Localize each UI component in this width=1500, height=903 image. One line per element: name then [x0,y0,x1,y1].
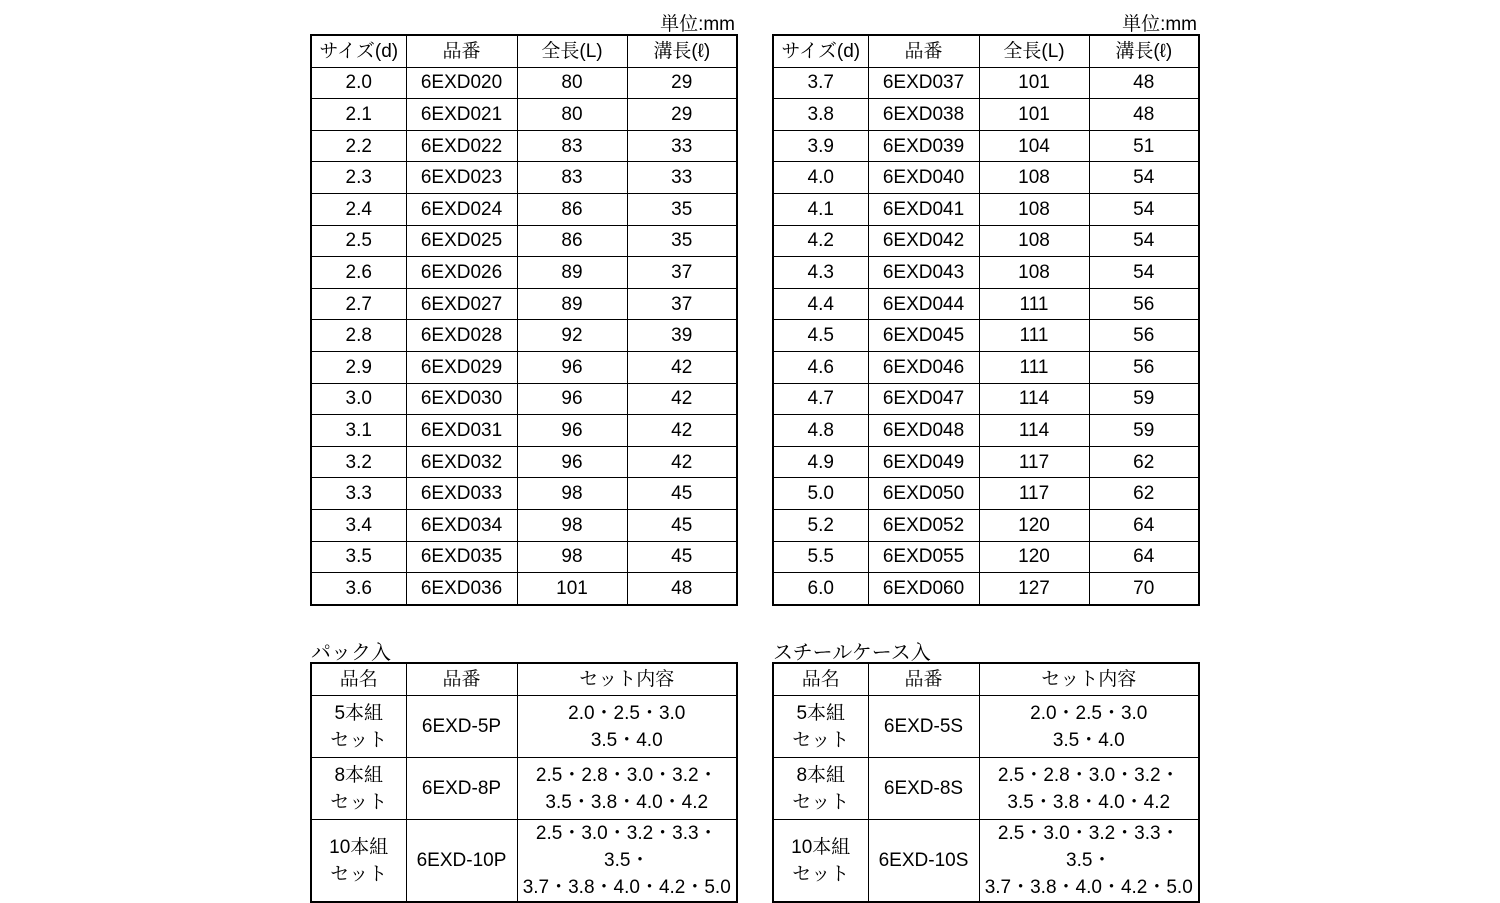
size-cell: 4.1 [773,193,868,225]
part-number-cell: 6EXD050 [868,478,979,510]
part-number-cell: 6EXD038 [868,99,979,131]
pack-caption: パック入 [311,642,391,664]
total-length-cell: 83 [517,130,627,162]
table-row [773,541,1199,573]
flute-length-cell: 45 [627,541,737,573]
part-number-cell: 6EXD021 [406,99,517,131]
flute-length-cell: 48 [1089,99,1199,131]
table-row [311,820,737,903]
table-row [773,758,1199,820]
table-row [773,67,1199,99]
set-contents-cell [979,820,1199,903]
steel-set-table-block [772,662,1200,903]
product-name-line: セット [792,791,850,813]
table-row [311,383,737,415]
size-cell: 4.6 [773,351,868,383]
header-part-number: 品番 [406,35,517,67]
set-header-row [311,663,737,696]
flute-length-cell: 56 [1089,320,1199,352]
part-number-cell: 6EXD-5S [868,696,979,758]
total-length-cell: 120 [979,541,1089,573]
total-length-cell: 89 [517,288,627,320]
part-number-cell: 6EXD042 [868,225,979,257]
product-name-line: 8本組 [796,764,846,786]
part-number-cell: 6EXD049 [868,446,979,478]
product-name-line: セット [330,791,388,813]
size-cell: 3.7 [773,67,868,99]
part-number-cell: 6EXD032 [406,446,517,478]
part-number-cell: 6EXD025 [406,225,517,257]
table-row [773,320,1199,352]
set-contents-line: 3.7・3.8・4.0・4.2・5.0 [522,877,731,898]
size-cell: 4.0 [773,162,868,194]
set-contents-line: 3.5・3.8・4.0・4.2 [545,791,709,813]
flute-length-cell: 51 [1089,130,1199,162]
part-number-cell: 6EXD034 [406,509,517,541]
flute-length-cell: 29 [627,99,737,131]
table-row [311,193,737,225]
set-contents-cell [517,820,737,903]
size-cell: 2.3 [311,162,406,194]
size-cell: 6.0 [773,573,868,605]
flute-length-cell: 54 [1089,257,1199,289]
size-cell: 4.7 [773,383,868,415]
product-name-cell [311,820,406,903]
part-number-cell: 6EXD037 [868,67,979,99]
table-row [773,351,1199,383]
part-number-cell: 6EXD027 [406,288,517,320]
flute-length-cell: 64 [1089,541,1199,573]
spec-header-row [311,35,737,67]
part-number-cell: 6EXD048 [868,415,979,447]
product-name-line: 5本組 [796,702,846,724]
size-cell: 2.5 [311,225,406,257]
table-row [311,478,737,510]
header-part-number: 品番 [868,663,979,696]
part-number-cell: 6EXD029 [406,351,517,383]
table-row [311,541,737,573]
table-row [311,351,737,383]
product-name-line: 5本組 [334,702,384,724]
total-length-cell: 111 [979,351,1089,383]
total-length-cell: 80 [517,99,627,131]
table-row [773,257,1199,289]
part-number-cell: 6EXD044 [868,288,979,320]
table-row [773,288,1199,320]
part-number-cell: 6EXD031 [406,415,517,447]
total-length-cell: 108 [979,162,1089,194]
part-number-cell: 6EXD041 [868,193,979,225]
flute-length-cell: 29 [627,67,737,99]
flute-length-cell: 62 [1089,478,1199,510]
table-row [773,99,1199,131]
set-contents-cell [979,758,1199,820]
set-contents-line: 2.5・2.8・3.0・3.2・ [997,764,1180,786]
part-number-cell: 6EXD024 [406,193,517,225]
part-number-cell: 6EXD-8P [406,758,517,820]
spec-table-right-block [772,34,1200,606]
part-number-cell: 6EXD052 [868,509,979,541]
set-contents-line: 2.0・2.5・3.0 [1030,702,1148,724]
spec-table-right [772,34,1200,606]
part-number-cell: 6EXD043 [868,257,979,289]
part-number-cell: 6EXD039 [868,130,979,162]
size-cell: 4.5 [773,320,868,352]
part-number-cell: 6EXD022 [406,130,517,162]
set-contents-line: 2.5・2.8・3.0・3.2・ [535,764,718,786]
table-row [311,758,737,820]
size-cell: 2.4 [311,193,406,225]
table-row [311,130,737,162]
header-flute-length: 溝長(ℓ) [627,35,737,67]
set-contents-line: 2.5・3.0・3.2・3.3・3.5・ [535,823,718,871]
size-cell: 3.2 [311,446,406,478]
size-cell: 2.0 [311,67,406,99]
table-row [311,257,737,289]
flute-length-cell: 35 [627,193,737,225]
part-number-cell: 6EXD-8S [868,758,979,820]
total-length-cell: 111 [979,320,1089,352]
total-length-cell: 98 [517,541,627,573]
part-number-cell: 6EXD060 [868,573,979,605]
size-cell: 3.9 [773,130,868,162]
spec-header-row [773,35,1199,67]
size-cell: 2.6 [311,257,406,289]
part-number-cell: 6EXD035 [406,541,517,573]
table-row [311,162,737,194]
size-cell: 2.2 [311,130,406,162]
table-row [311,288,737,320]
total-length-cell: 127 [979,573,1089,605]
total-length-cell: 117 [979,478,1089,510]
table-row [773,478,1199,510]
size-cell: 5.5 [773,541,868,573]
part-number-cell: 6EXD-10S [868,820,979,903]
size-cell: 4.8 [773,415,868,447]
unit-label-right: 単位:mm [1122,14,1197,35]
total-length-cell: 98 [517,478,627,510]
product-name-cell [311,696,406,758]
table-row [773,130,1199,162]
size-cell: 3.4 [311,509,406,541]
total-length-cell: 96 [517,446,627,478]
flute-length-cell: 59 [1089,383,1199,415]
flute-length-cell: 45 [627,478,737,510]
product-name-cell [311,758,406,820]
header-size: サイズ(d) [311,35,406,67]
product-name-cell [773,696,868,758]
total-length-cell: 92 [517,320,627,352]
size-cell: 4.9 [773,446,868,478]
table-row [773,193,1199,225]
set-contents-line: 2.5・3.0・3.2・3.3・3.5・ [997,823,1180,871]
flute-length-cell: 37 [627,288,737,320]
flute-length-cell: 70 [1089,573,1199,605]
product-name-line: セット [330,729,388,751]
part-number-cell: 6EXD020 [406,67,517,99]
part-number-cell: 6EXD036 [406,573,517,605]
size-cell: 2.8 [311,320,406,352]
part-number-cell: 6EXD023 [406,162,517,194]
total-length-cell: 98 [517,509,627,541]
product-name-line: 10本組 [329,836,389,858]
header-total-length: 全長(L) [979,35,1089,67]
part-number-cell: 6EXD033 [406,478,517,510]
flute-length-cell: 33 [627,162,737,194]
flute-length-cell: 48 [627,573,737,605]
total-length-cell: 101 [979,67,1089,99]
part-number-cell: 6EXD-5P [406,696,517,758]
table-row [311,509,737,541]
total-length-cell: 104 [979,130,1089,162]
product-name-cell [773,758,868,820]
product-name-line: セット [792,729,850,751]
table-row [773,446,1199,478]
part-number-cell: 6EXD-10P [406,820,517,903]
table-row [311,415,737,447]
header-set-contents: セット内容 [517,663,737,696]
total-length-cell: 86 [517,225,627,257]
table-row [311,99,737,131]
flute-length-cell: 48 [1089,67,1199,99]
size-cell: 2.9 [311,351,406,383]
flute-length-cell: 45 [627,509,737,541]
product-name-line: セット [330,863,388,885]
flute-length-cell: 62 [1089,446,1199,478]
flute-length-cell: 56 [1089,288,1199,320]
spec-table-left-block [310,34,738,606]
table-row [311,225,737,257]
table-row [773,696,1199,758]
table-row [773,573,1199,605]
flute-length-cell: 54 [1089,162,1199,194]
size-cell: 3.3 [311,478,406,510]
size-cell: 3.5 [311,541,406,573]
flute-length-cell: 54 [1089,225,1199,257]
part-number-cell: 6EXD047 [868,383,979,415]
size-cell: 4.4 [773,288,868,320]
set-contents-line: 3.5・4.0 [590,729,663,751]
total-length-cell: 114 [979,415,1089,447]
size-cell: 3.8 [773,99,868,131]
part-number-cell: 6EXD055 [868,541,979,573]
size-cell: 2.7 [311,288,406,320]
flute-length-cell: 42 [627,415,737,447]
header-part-number: 品番 [868,35,979,67]
total-length-cell: 101 [979,99,1089,131]
flute-length-cell: 33 [627,130,737,162]
table-row [311,696,737,758]
steel-case-caption: スチールケース入 [773,642,931,664]
total-length-cell: 120 [979,509,1089,541]
part-number-cell: 6EXD028 [406,320,517,352]
set-contents-cell [517,696,737,758]
total-length-cell: 89 [517,257,627,289]
table-row [311,320,737,352]
steel-set-table [772,662,1200,903]
flute-length-cell: 42 [627,383,737,415]
table-row [773,162,1199,194]
header-product-name: 品名 [773,663,868,696]
flute-length-cell: 54 [1089,193,1199,225]
total-length-cell: 86 [517,193,627,225]
product-name-line: セット [792,863,850,885]
table-row [311,573,737,605]
part-number-cell: 6EXD026 [406,257,517,289]
part-number-cell: 6EXD030 [406,383,517,415]
table-row [773,415,1199,447]
set-contents-line: 2.0・2.5・3.0 [568,702,686,724]
unit-label-left: 単位:mm [660,14,735,35]
header-flute-length: 溝長(ℓ) [1089,35,1199,67]
size-cell: 5.2 [773,509,868,541]
flute-length-cell: 35 [627,225,737,257]
set-contents-line: 3.5・4.0 [1052,729,1125,751]
set-contents-line: 3.5・3.8・4.0・4.2 [1007,791,1171,813]
total-length-cell: 96 [517,383,627,415]
size-cell: 3.0 [311,383,406,415]
total-length-cell: 117 [979,446,1089,478]
table-row [773,820,1199,903]
total-length-cell: 80 [517,67,627,99]
size-cell: 3.6 [311,573,406,605]
product-name-line: 8本組 [334,764,384,786]
total-length-cell: 83 [517,162,627,194]
table-row [773,509,1199,541]
flute-length-cell: 56 [1089,351,1199,383]
header-size: サイズ(d) [773,35,868,67]
pack-set-table [310,662,738,903]
flute-length-cell: 39 [627,320,737,352]
header-total-length: 全長(L) [517,35,627,67]
product-name-line: 10本組 [791,836,851,858]
part-number-cell: 6EXD040 [868,162,979,194]
total-length-cell: 108 [979,225,1089,257]
product-name-cell [773,820,868,903]
total-length-cell: 96 [517,351,627,383]
part-number-cell: 6EXD045 [868,320,979,352]
total-length-cell: 114 [979,383,1089,415]
size-cell: 3.1 [311,415,406,447]
header-product-name: 品名 [311,663,406,696]
table-row [311,446,737,478]
flute-length-cell: 59 [1089,415,1199,447]
table-row [773,383,1199,415]
pack-set-table-block [310,662,738,903]
flute-length-cell: 37 [627,257,737,289]
flute-length-cell: 64 [1089,509,1199,541]
header-set-contents: セット内容 [979,663,1199,696]
flute-length-cell: 42 [627,351,737,383]
size-cell: 4.2 [773,225,868,257]
set-contents-cell [979,696,1199,758]
set-contents-cell [517,758,737,820]
total-length-cell: 108 [979,193,1089,225]
size-cell: 5.0 [773,478,868,510]
flute-length-cell: 42 [627,446,737,478]
set-header-row [773,663,1199,696]
table-row [311,67,737,99]
total-length-cell: 111 [979,288,1089,320]
set-contents-line: 3.7・3.8・4.0・4.2・5.0 [984,877,1193,898]
header-part-number: 品番 [406,663,517,696]
spec-table-left [310,34,738,606]
size-cell: 2.1 [311,99,406,131]
total-length-cell: 108 [979,257,1089,289]
part-number-cell: 6EXD046 [868,351,979,383]
table-row [773,225,1199,257]
size-cell: 4.3 [773,257,868,289]
total-length-cell: 96 [517,415,627,447]
total-length-cell: 101 [517,573,627,605]
